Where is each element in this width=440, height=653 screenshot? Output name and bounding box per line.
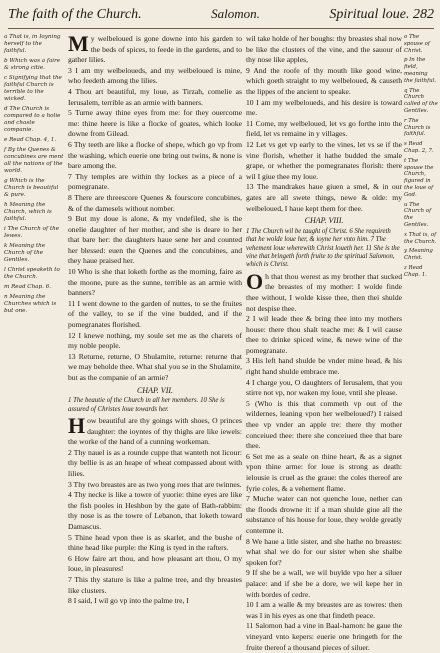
verse	[68, 413, 242, 448]
margin-note: a That is, in Ioyning herself to the faithful.	[4, 34, 61, 54]
margin-note: d The Church is compared to a holie and chaste companie.	[4, 106, 61, 133]
drop-cap: O	[246, 268, 264, 294]
left-column	[68, 31, 242, 606]
header-book: Salomon.	[211, 6, 260, 21]
margin-note: u The Church of the Gentiles.	[404, 201, 432, 228]
verse: 8 There are threescore Quenes & fourscore concubines, & of the damesels without nomber.	[68, 192, 242, 213]
chapter-heading: CHAP. VII.	[136, 385, 174, 395]
margin-note: k Meaning the Church of the Gentiles.	[4, 243, 46, 263]
header-left: The faith of the Church.	[8, 7, 142, 22]
margin-note: x That is, of the Church.	[404, 231, 437, 245]
verse: 10 Who is she that loketh forthe as the morning, faire as the moone, pure as the sunne, terrible as an armie with banners?	[68, 267, 242, 298]
verse: wil take holde of her boughs: thy breastes shal now be like the clusters of the vine, and the sauour of thy nose like apples,	[246, 34, 402, 65]
margin-note: z Read Chap. 1.	[404, 264, 427, 278]
drop-cap: H	[68, 413, 86, 438]
verse: 12 Let vs get vp early to the vines, let vs se if the vine florish, whether it hathe budded the smale grape, or whether the pomegranates florish: there wil I giue thee my loue.	[246, 139, 402, 181]
verse: 11 Salomon had a vine in Baal-hamon: he gaue the vineyard vnto kepers: euerie one bringeth for the fruite thereof a thousand pieces of siluer.	[246, 621, 402, 652]
right-margin-notes	[404, 34, 438, 594]
chapter-heading: CHAP. VIII.	[304, 216, 344, 226]
right-column	[246, 34, 402, 652]
margin-note: y Meaning Christ.	[404, 248, 433, 262]
verse: 9 But my doue is alone, & my vndefiled, she is the onelie daughter of her mother, and she is deare to her that bare her: the daughters haue sene her and counted her blessed: euen the Quenes and the concubines, and they haue praised her.	[68, 214, 242, 266]
verse: 5 (Who is this that commeth vp out of the wildernes, leaning vpon her welbeloued?) I raised thee vp vnder an apple tre: there thy mother conceiued thee: there she conceiued thee that bare thee.	[246, 398, 402, 451]
chapter-argument: 1 The Church wil be taught of Christ. 6 She requireth that he wolde loue her, & ioyne her vnto him. 7 The vehement loue wherewith Christ loueth her. 11 She is the vine that bringeth forth fruite to the spiritual Salomon, which is Christ.	[246, 227, 400, 269]
margin-note: h Meaning the Church, which is faithful.	[4, 202, 52, 222]
verse: 7 Muche water can not quenche loue, nether can the floods drowne it: if a man shulde giue all the substance of his house for loue, they wolde greatly contemne it.	[246, 494, 402, 535]
verse: 6 Set me as a seale on thine heart, & as a signet vpon thine arme: for loue is strong as death: ielousie is cruel as the graue: the coles thereof are fyrie coles, & a vehement flame.	[246, 451, 402, 493]
verse: 6 Thy teeth are like a flocke of shepe, which go vp from the washing, which euerie one bring out twins, & none is bare among the.	[68, 139, 242, 171]
verse: 13 Returne, returne, O Shulamite, returne: returne that we may beholde thee. What shal you se in the Shulamite, but as the companie of an armie?	[68, 351, 242, 382]
verse: 5 Turne away thine eyes from me: for they ouercome me: thine heere is like a flocke of goates, which looke downe from Gilead.	[68, 108, 242, 139]
verse-text: y welbeloued is gone downe into his garden to the beds of spices, to feede in the gardens, and to gather lilies.	[68, 34, 242, 65]
verse: 5 Thine head vpon thee is as skarlet, and the bushe of thine head like purple: the King is tyed in the rafters.	[68, 532, 242, 553]
margin-note: l Christ speaketh to the Church.	[4, 267, 60, 280]
verse: 2 I wil leade thee & bring thee into my mothers house: there thou shalt teache me: & I wil cause thee to drinke spiced wine, & newe wine of the pomegranate.	[246, 314, 402, 355]
margin-note: f By the Quenes & concubines are ment all the nations of the world.	[4, 147, 64, 174]
margin-note: n Meaning the Churches which is but one.	[4, 294, 57, 314]
verse: 7 This thy stature is like a palme tree, and thy breastes like clusters.	[68, 574, 242, 595]
margin-note: p In the field, meaning the faithful.	[404, 57, 437, 84]
verse: 4 Thy necke is like a towre of yuorie: thine eyes are like the fish pooles in Heshbon by the gate of Bath-rabbim: thy nose is as the towre of Lebanon, that loketh toward Damascus.	[68, 490, 242, 531]
verse: 6 How faire art thou, and how pleasant art thou, O my loue, in pleasures!	[68, 553, 242, 574]
verse: 13 The mandrakes haue giuen a smel, & in our gates are all swete things, newe & olde: my welbeloued, I haue kept them for thee.	[246, 182, 402, 213]
verse: 8 I said, I wil go vp into the palme tre, I	[68, 596, 189, 606]
verse: 3 I am my welbeloueds, and my welbeloued is mine, who feedeth among the lilies.	[68, 65, 242, 86]
margin-note: b Which was a faire & strong citie.	[4, 58, 61, 71]
verse: 8 We haue a litle sister, and she hathe no breastes: what shal we do for our sister when she shalbe spoken for?	[246, 536, 402, 567]
verse: 11 I went downe to the garden of nuttes, to se the fruites of the valley, to se if the vine budded, and if the pomegranates florished.	[68, 298, 242, 330]
margin-note: i The Church of the Iewes.	[4, 226, 60, 239]
left-margin-notes	[4, 34, 64, 594]
drop-cap: M	[68, 31, 89, 56]
verse: 9 And the roofe of thy mouth like good wine, which goeth straight to my welbeloued, & causeth the lippes of the ancient to speake.	[246, 65, 402, 96]
verse: 4 I charge you, O daughters of Ierusalem, that you stirre not vp, nor waken my loue, vntil she please.	[246, 377, 402, 398]
margin-note: r The Church is faithful.	[404, 117, 431, 138]
verse: 11 Come, my welbeloued, let vs go forthe into the field, let vs remaine in y villages.	[246, 118, 402, 139]
margin-note: o The spouse of Christ.	[404, 34, 430, 54]
verse-text: ow beautiful are thy goings with shoes, O princes daughter: the ioyntes of thy thighs are like iewels: the worke of the hand of a cunning workeman.	[68, 416, 242, 447]
margin-note: c Signifying that the faithful Church is terrible to the wicked.	[4, 75, 62, 102]
verse: 2 Thy nauel is as a rounde cuppe that wanteth not licour: thy bellie is as an heape of wheat compassed about with lilies.	[68, 447, 242, 478]
verse	[68, 31, 242, 66]
chapter-argument: 1 The beautie of the Church in all her members. 10 She is assured of Christes loue towards her.	[68, 397, 225, 413]
margin-note: q The Church called of the Gentiles.	[404, 87, 438, 114]
verse-text: h that thou werest as my brother that sucked the breastes of my mother: I wolde finde thee without, I wolde kisse thee, then thei shulde not despise thee.	[246, 271, 402, 313]
margin-note: s Read Chap. 2, 7.	[404, 141, 434, 154]
margin-note: g Which is the Church is beautiful & pure.	[4, 178, 59, 198]
margin-note: e Read Chap. 4, 1.	[4, 137, 57, 143]
verse: 3 His left hand shulde be vnder mine head, & his right hand shulde embrace me.	[246, 356, 402, 377]
margin-note: m Read Chap. 6.	[4, 284, 51, 290]
header-rule	[8, 28, 434, 29]
verse: 3 Thy two breastes are as two yong roes that are twinnes.	[68, 479, 242, 489]
margin-note: t The spouse the Church, figured in the loue of God.	[404, 157, 434, 198]
verse: 12 I knewe nothing, my soule set me as the charets of my noble people.	[68, 330, 242, 351]
verse: 10 I am a walle & my breastes are as towres: then was I in his eyes as one that findeth peace.	[246, 600, 402, 620]
verse	[246, 268, 402, 314]
running-header	[8, 6, 434, 26]
verse: 4 Thou art beautiful, my loue, as Tirzah, comelie as Ierusalem, terrible as an armie with banners.	[68, 86, 242, 107]
header-right: Spiritual loue. 282	[329, 7, 434, 22]
verse: 10 I am my welbeloueds, and his desire is toward me.	[246, 97, 402, 118]
verse: 7 Thy temples are within thy lockes as a piece of a pomegranate.	[68, 171, 242, 192]
verse: 9 If she be a wall, we wil buylde vpo her a siluer palace: and if she be a dore, we wil kepe her in with bordes of cedre.	[246, 568, 402, 599]
